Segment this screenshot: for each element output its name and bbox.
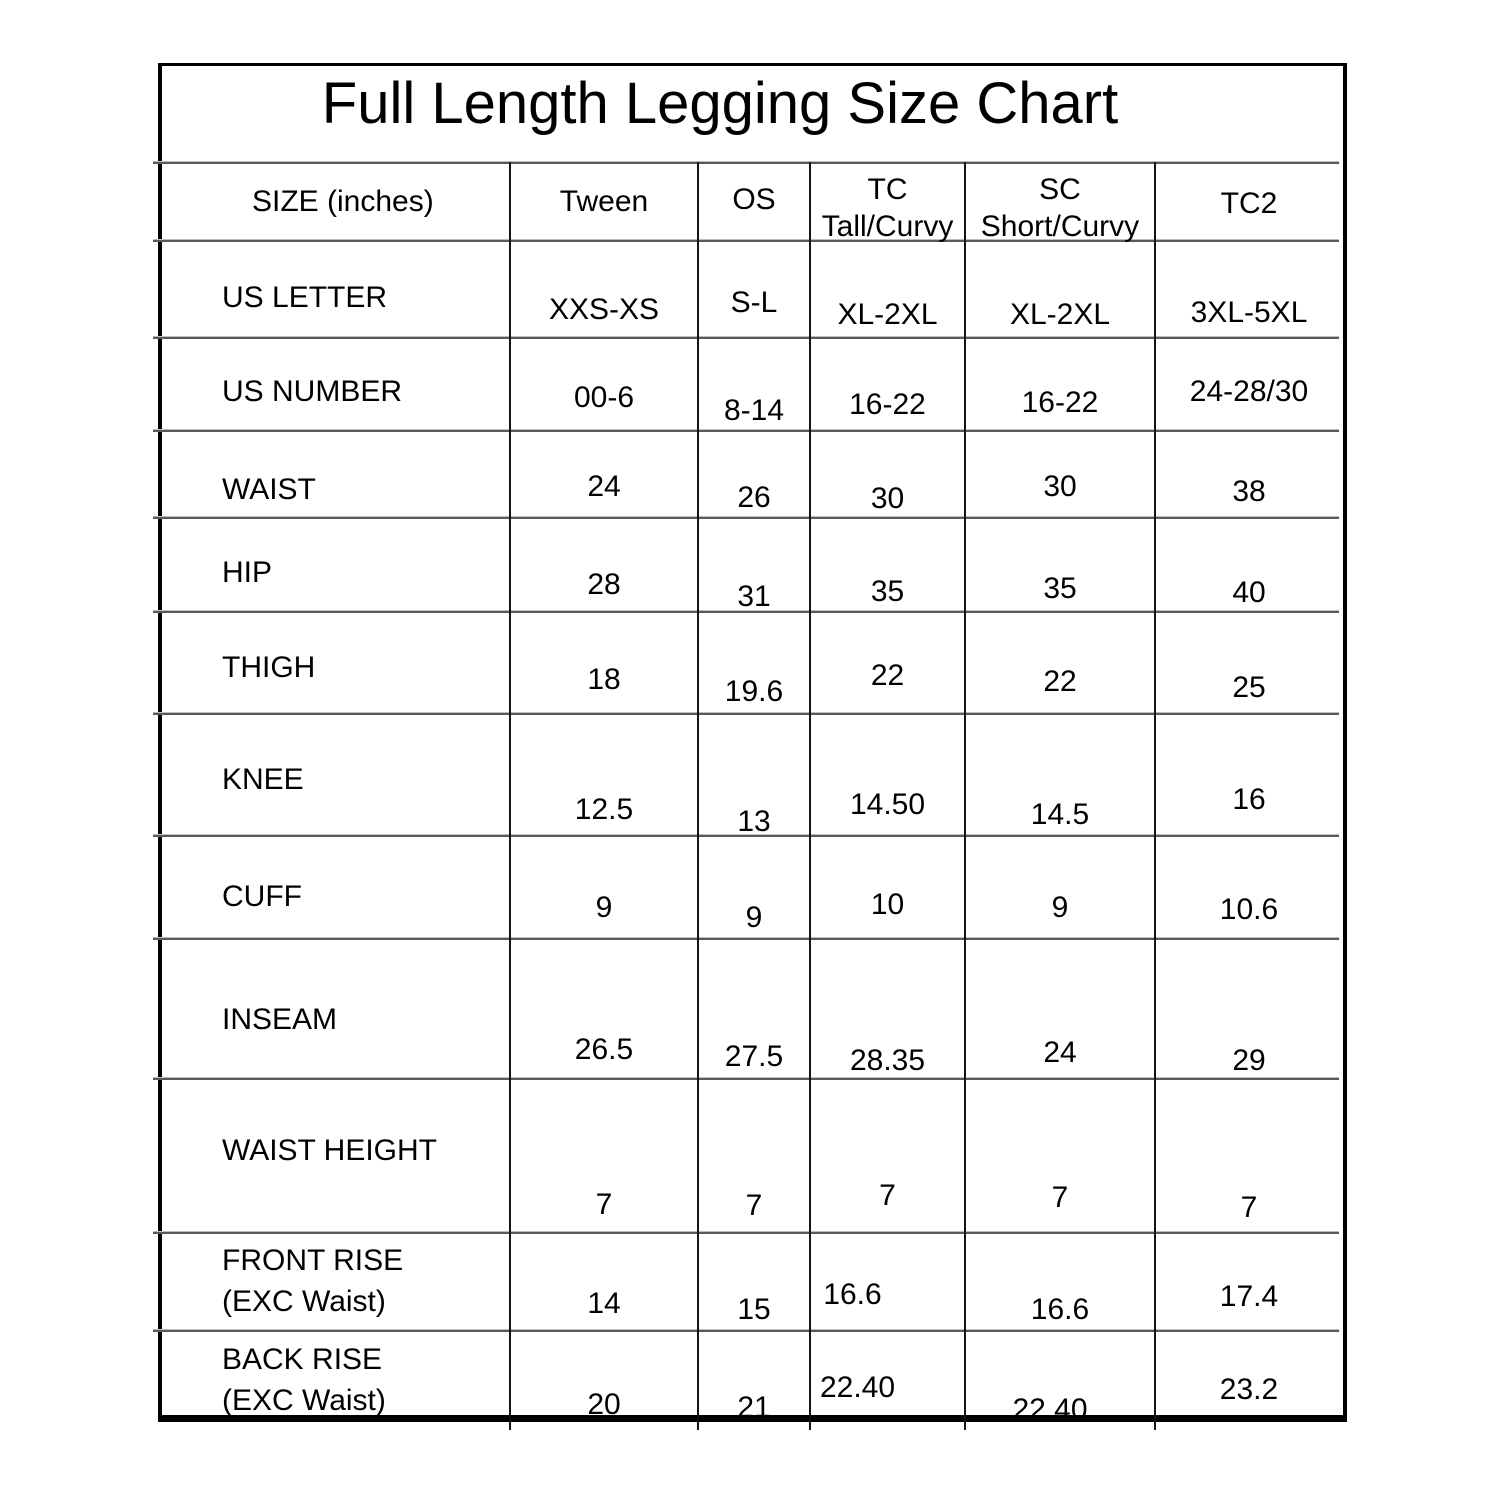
cell-value: 9 <box>745 901 763 934</box>
cell-value: 15 <box>737 1293 771 1326</box>
cell-value: 24 <box>1043 1036 1077 1069</box>
cell-value: 30 <box>870 482 905 515</box>
cell-value: 26 <box>737 481 771 514</box>
row-label: WAIST HEIGHT <box>222 1134 438 1167</box>
cell-value: 14.50 <box>849 788 926 821</box>
cell-value: 24 <box>587 470 621 503</box>
column-header: Tween <box>559 185 649 218</box>
cell-value: 20 <box>587 1388 621 1421</box>
row-separator-line <box>153 712 1339 715</box>
cell-value: XL-2XL <box>837 298 938 331</box>
column-header <box>965 171 1155 245</box>
row-label: KNEE <box>222 763 304 796</box>
cell-value: 13 <box>737 805 771 838</box>
cell-value: 22 <box>1043 665 1077 698</box>
row-separator-line <box>153 336 1339 339</box>
cell-value: 38 <box>1232 475 1266 508</box>
row-label: US NUMBER <box>222 374 403 408</box>
column-header-line1: TC <box>867 173 908 206</box>
cell-value: 25 <box>1232 671 1266 704</box>
cell-value: 27.5 <box>724 1040 784 1073</box>
row-label: THIGH <box>222 651 316 684</box>
cell-value: 30 <box>1043 470 1077 503</box>
cell-value: 18 <box>587 663 621 696</box>
row-separator-line <box>153 239 1339 242</box>
row-label <box>222 1339 386 1421</box>
row-separator-line <box>153 516 1339 519</box>
column-header: TC2 <box>1220 187 1278 220</box>
row-label: CUFF <box>222 879 302 913</box>
cell-value: 16.6 <box>1030 1293 1090 1326</box>
cell-value: 19.6 <box>724 675 784 708</box>
cell-value: 29 <box>1232 1044 1266 1077</box>
cell-value: 24-28/30 <box>1189 375 1309 408</box>
cell-value: 14 <box>587 1287 621 1320</box>
row-label-line1: BACK RISE <box>222 1343 383 1376</box>
row-label: US LETTER <box>222 280 388 314</box>
cell-value: 16 <box>1232 783 1266 816</box>
cell-value: 9 <box>595 891 613 924</box>
cell-value: 14.5 <box>1030 798 1090 831</box>
cell-value: 12.5 <box>574 793 634 826</box>
cell-value: XL-2XL <box>1009 298 1111 331</box>
cell-value: 17.4 <box>1219 1280 1279 1313</box>
cell-value: 10 <box>870 888 905 921</box>
cell-value: 7 <box>745 1189 763 1222</box>
row-separator-line <box>153 937 1339 940</box>
cell-value: 7 <box>1051 1181 1069 1214</box>
row-label: INSEAM <box>222 1003 338 1036</box>
cell-value: 35 <box>870 575 905 608</box>
cell-value: 10.6 <box>1219 893 1279 926</box>
cell-value: 35 <box>1043 572 1077 605</box>
cell-value: 7 <box>595 1188 613 1221</box>
cell-value: 7 <box>879 1179 896 1212</box>
cell-value: 22 <box>870 659 905 692</box>
row-label-line2: (EXC Waist) <box>222 1285 386 1318</box>
column-header <box>810 171 965 245</box>
row-separator-line <box>153 1077 1339 1080</box>
row-separator-line <box>153 429 1339 432</box>
cell-value: 28 <box>587 568 621 601</box>
size-header-label: SIZE (inches) <box>252 185 434 218</box>
cell-value: 3XL-5XL <box>1190 296 1308 329</box>
cell-value: 16-22 <box>1021 386 1099 419</box>
cell-value: 40 <box>1232 576 1266 609</box>
cell-value: 21 <box>737 1391 771 1424</box>
cell-value: 26.5 <box>574 1033 634 1066</box>
column-header-line2: Tall/Curvy <box>821 210 954 243</box>
row-separator-line <box>153 1231 1339 1234</box>
row-label <box>222 1240 403 1322</box>
row-label-line1: FRONT RISE <box>222 1244 404 1277</box>
cell-value: 16.6 <box>823 1278 882 1311</box>
cell-value: 22.40 <box>819 1371 896 1404</box>
cell-value: 00-6 <box>573 381 635 414</box>
row-label-line2: (EXC Waist) <box>222 1384 386 1417</box>
cell-value: 9 <box>1051 891 1069 924</box>
cell-value: XXS-XS <box>548 293 660 326</box>
cell-value: 28.35 <box>849 1044 926 1077</box>
cell-value: 7 <box>1240 1191 1258 1224</box>
row-label: HIP <box>222 556 273 589</box>
cell-value: 22.40 <box>1012 1393 1088 1426</box>
cell-value: S-L <box>730 286 778 319</box>
column-header-line2: Short/Curvy <box>980 210 1140 243</box>
page-title: Full Length Legging Size Chart <box>321 71 1119 136</box>
row-separator-line <box>153 1329 1339 1332</box>
row-label: WAIST <box>222 472 316 506</box>
cell-value: 8-14 <box>723 394 785 427</box>
row-separator-line <box>153 161 1339 164</box>
cell-value: 23.2 <box>1219 1373 1279 1406</box>
cell-value: 16-22 <box>849 388 926 421</box>
cell-value: 31 <box>737 580 771 613</box>
column-header: OS <box>732 183 776 216</box>
column-header-line1: SC <box>1039 173 1081 206</box>
